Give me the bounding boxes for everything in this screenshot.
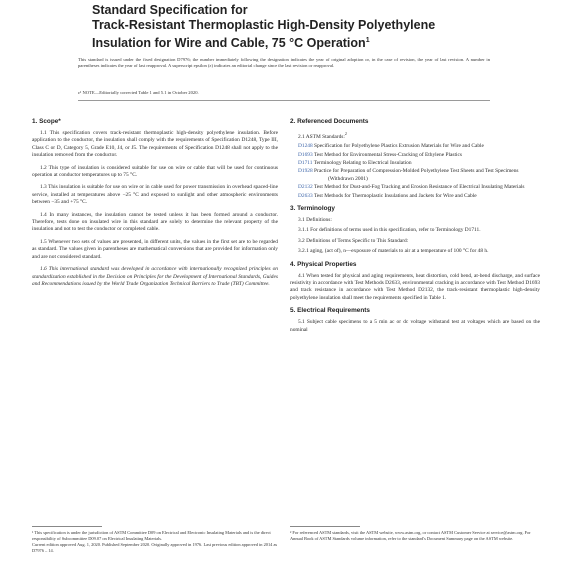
reference-link[interactable]: D1248 [298, 143, 313, 150]
reference-link[interactable]: D2132 [298, 184, 313, 191]
section-heading-terminology: 3. Terminology [290, 205, 335, 213]
section-heading-physical-properties: 4. Physical Properties [290, 260, 357, 268]
footnote-left [32, 530, 278, 554]
paragraph-3-1-1: 3.1.1 For definitions of terms used in this specification, refer to Terminology D1711. [298, 227, 481, 234]
left-column [32, 118, 278, 293]
footnote-divider-left [32, 526, 102, 527]
reference-item: D1711 Terminology Relating to Electrical Insulation [298, 160, 412, 167]
reference-item: D1693 Test Method for Environmental Stress-Cracking of Ethylene Plastics [298, 151, 462, 158]
paragraph-1-3: 1.3 This insulation is suitable for use on wire or in cable used for power transmission in overhead spaced-line service, installed at temperatures above −25 °C and exposed to sunlight and other atmospheric environments between −35 and +75 °C. [32, 184, 278, 206]
paragraph-5-1: 5.1 Subject cable specimens to a 5 min ac or dc voltage withstand test at voltages which are based on the nominal [290, 319, 540, 333]
section-heading-referenced-documents: 2. Referenced Documents [290, 118, 369, 125]
paragraph-1-1: 1.1 This specification covers track-resistant thermoplastic high-density polyethylene insulation. Before application to the conductor, the insulation shall comply with the requirements of Specification D1248, Type III, Class C or D, Category 5, Grade E10, J4, or J5. The requirements of Specification D1248 shall not apply to the insulation removed from the conductor. [32, 130, 278, 159]
reference-link[interactable]: D1711 [298, 160, 313, 167]
footnote-divider-right [290, 526, 360, 527]
section-heading-electrical-requirements: 5. Electrical Requirements [290, 307, 370, 315]
reference-item: D2132 Test Method for Dust-and-Fog Tracking and Erosion Resistance of Electrical Insulating Materials [298, 184, 525, 191]
document-title [92, 3, 532, 51]
designation-notice: This standard is issued under the fixed designation D7976; the number immediately following the designation indicates the year of original adoption or, in the case of revision, the year of last revision. A number in parentheses indicates the year of last reapproval. A superscript epsilon (ε) indicates an editorial change since the last revision or reapproval. [78, 57, 490, 69]
footnote-1-edition: Current edition approved Aug. 1, 2020. Published September 2020. Originally approved in 1976. Last previous edition approved in 2014 as D7976 – 14. [32, 542, 278, 553]
title-line-2: Track-Resistant Thermoplastic High-Density Polyethylene [92, 18, 436, 32]
reference-item: D1928 Practice for Preparation of Compression-Molded Polyethylene Test Sheets and Test Specimens (Withdrawn 2001) [298, 168, 519, 182]
title-footnote-marker: 1 [365, 37, 370, 44]
reference-item: D2633 Test Methods for Thermoplastic Insulations and Jackets for Wire and Cable [298, 192, 477, 199]
header-divider [78, 100, 490, 101]
paragraph-1-4: 1.4 In many instances, the insulation cannot be tested unless it has been formed around a conductor. Therefore, tests done on insulated wire in this standard are solely to determine the relevant property of the insulation and not to test the conductor or completed cable. [32, 211, 278, 233]
right-column [290, 118, 540, 339]
paragraph-1-5: 1.5 Whenever two sets of values are presented, in different units, the values in the first set are to be regarded as standard. The values given in parentheses are mathematical conversions that are provided for information only and are not considered standard. [32, 238, 278, 260]
footnote-2: ² For referenced ASTM standards, visit the ASTM website, www.astm.org, or contact ASTM Customer Service at service@astm.org. For Annual Book of ASTM Standards volume information, refer to the standard's Document Summary page on the ASTM website. [290, 530, 531, 541]
paragraph-3-2: 3.2 Definitions of Terms Specific to This Standard: [298, 237, 409, 244]
title-line-3: Insulation for Wire and Cable, 75 °C Operation$^1$ [92, 36, 370, 51]
footnote-right [290, 530, 540, 542]
editorial-note: ε¹ NOTE—Editorially corrected Table 1 and 5.1 in October 2020. [78, 90, 199, 95]
title-line-1: Standard Specification for [92, 3, 248, 17]
paragraph-1-6: 1.6 This international standard was developed in accordance with internationally recognized principles on standardization established in the Decision on Principles for the Development of International Standards, Guides and Recommendations issued by the World Trade Organization Technical Barriers to Trade (TBT) Committee. [32, 266, 278, 287]
reference-item: D1248 Specification for Polyethylene Plastics Extrusion Materials for Wire and Cable [298, 143, 484, 150]
paragraph-4-1: 4.1 When tested for physical and aging requirements, heat distortion, cold bend, at-bend discharge, and surface resistivity in accordance with Test Methods D2633, environmental cracking in accordance with Test Method D1693 and track resistance in accordance with Test Method D2132, the track-resistant thermoplastic high-density polyethylene insulation shall meet the requirements specified in Table 1. [290, 272, 540, 301]
reference-link[interactable]: D2633 [298, 192, 313, 199]
astm-standards-footnote-marker: 2 [344, 131, 347, 136]
reference-list [290, 143, 540, 200]
reference-link[interactable]: D1928 [298, 168, 313, 175]
paragraph-3-1: 3.1 Definitions: [298, 217, 332, 224]
paragraph-1-2: 1.2 This type of insulation is considered suitable for use on wire or cable that will be used for continuous operation at conductor temperatures up to 75 °C. [32, 164, 278, 179]
paragraph-3-2-1: 3.2.1 aging, (act of), n—exposure of materials to air at a temperature of 100 °C for 48 h. [298, 248, 489, 255]
reference-link[interactable]: D1693 [298, 151, 313, 158]
astm-standards-intro: 2.1 ASTM Standards:$^2$ [298, 131, 347, 140]
footnote-1: ¹ This specification is under the jurisdiction of ASTM Committee D09 on Electrical and Electronic Insulating Materials and is the direct responsibility of Subcommittee D09.07 on Electrical Insulating Materials. [32, 530, 271, 541]
section-heading-scope: 1. Scope* [32, 118, 61, 125]
